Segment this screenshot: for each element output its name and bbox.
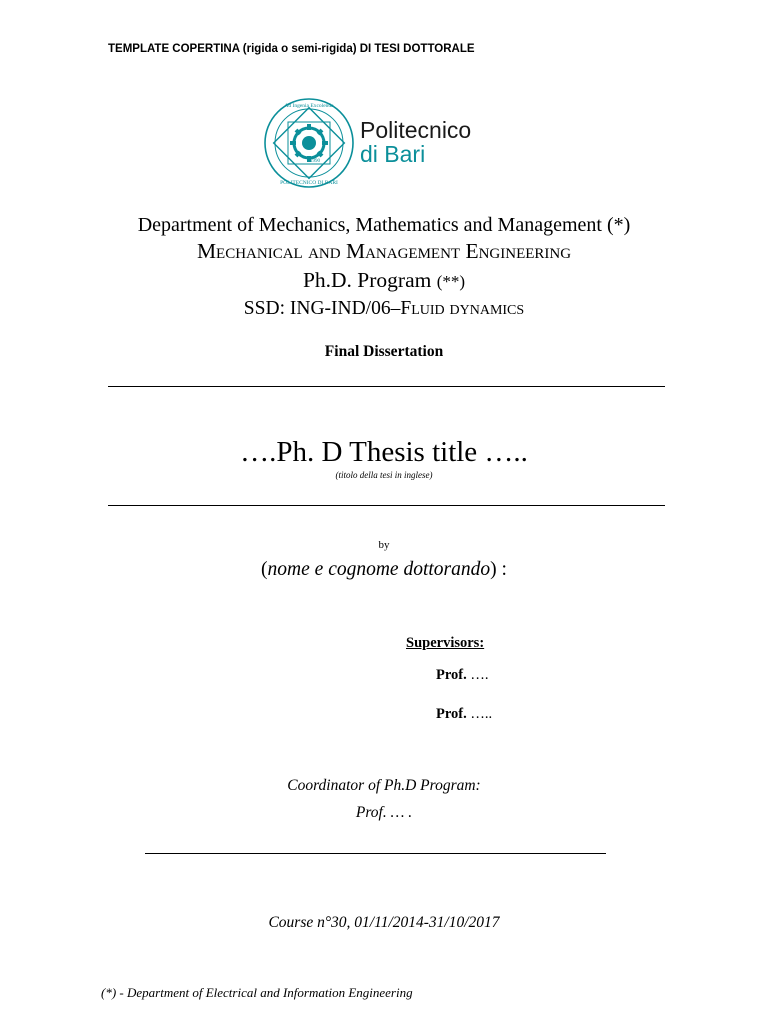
logo-line1: Politecnico [360,117,472,143]
politecnico-logo [262,98,492,188]
supervisor-2: Prof. ….. [436,706,493,722]
by-label: by [378,539,390,551]
footnote: (*) - Department of Electrical and Information Engineering [101,985,413,1000]
politecnico-seal-icon [262,98,492,188]
candidate-name: (nome e cognome dottorando) : [261,559,507,580]
coordinator-prof: Prof. … . [355,804,413,821]
final-dissertation: Final Dissertation [324,343,444,360]
course-info: Course n°30, 01/11/2014-31/10/2017 [268,914,500,931]
svg-text:POLITECNICO DI BARI: POLITECNICO DI BARI [280,180,338,186]
svg-text:Ad Ingenia Excolenda: Ad Ingenia Excolenda [284,103,334,109]
signature-line [145,853,606,854]
coordinator-label: Coordinator of Ph.D Program: [287,777,481,794]
template-label: TEMPLATE COPERTINA (rigida o semi-rigida) DI TESI DOTTORALE [108,43,475,55]
divider-top [108,386,665,387]
supervisor-1: Prof. …. [436,667,489,683]
logo-line2: di Bari [360,141,426,167]
supervisors-heading: Supervisors: [406,635,485,651]
department: Department of Mechanics, Mathematics and Management (*) [137,214,631,236]
ssd-line: SSD: ING-IND/06–Fluid dynamics [243,298,525,319]
svg-text:1990: 1990 [310,159,320,164]
thesis-subtitle: (titolo della tesi in inglese) [335,470,433,480]
thesis-title: ….Ph. D Thesis title ….. [240,436,528,468]
phd-program: Ph.D. Program (**) [302,268,466,292]
divider-middle [108,505,665,506]
program-name: Mechanical and Management Engineering [196,239,572,263]
